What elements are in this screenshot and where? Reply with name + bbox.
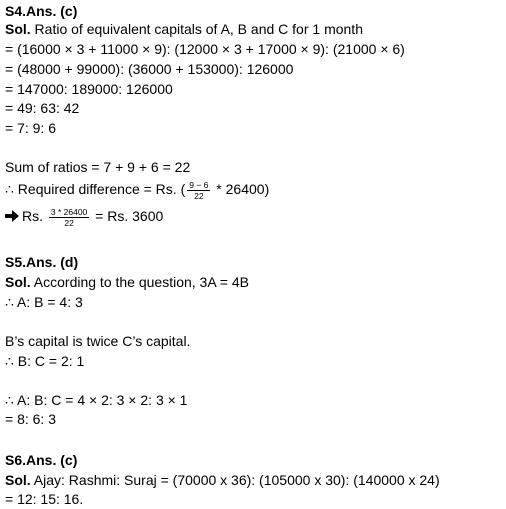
s4-step-2: = (48000 + 99000): (36000 + 153000): 126000 [5,61,294,77]
s5-heading: S5.Ans. (d) [5,254,79,270]
s5-line-2: B’s capital is twice C’s capital. [5,333,191,349]
s4-ans-numerator: 3 * 26400 [50,206,88,217]
s4-step-5: = 7: 9: 6 [5,120,56,136]
s5-line-4: ∴ A: B: C = 4 × 2: 3 × 2: 3 × 1 [5,392,188,408]
s4-ans-denominator: 22 [64,217,74,228]
s4-sum-line: Sum of ratios = 7 + 9 + 6 = 22 [5,159,191,175]
s4-diff-denominator: 22 [194,190,204,201]
s4-diff-numerator: 9 − 6 [189,179,209,190]
s4-answer-line [5,203,163,229]
s4-ans-suffix: = Rs. 3600 [91,208,164,224]
s4-diff-fraction [187,180,210,201]
s6-sol-text: Ajay: Rashmi: Suraj = (70000 x 36): (105000 x 30): (140000 x 24) [30,472,440,488]
s4-diff-prefix: ∴ Required difference = Rs. ( [5,181,186,197]
s4-step-4: = 49: 63: 42 [5,100,80,116]
s4-sol-label: Sol. [5,21,31,37]
s4-diff-suffix: * 26400) [212,181,270,197]
s5-sol-text: According to the question, 3A = 4B [30,274,249,290]
s4-ans-prefix: Rs. [22,208,47,224]
s4-step-1: = (16000 × 3 + 11000 × 9): (12000 × 3 + 17000 × 9): (21000 × 6) [5,41,405,57]
s5-sol-label: Sol. [5,274,31,290]
s5-sol-line [5,273,249,291]
s5-line-1: ∴ A: B = 4: 3 [5,294,83,310]
s4-heading: S4.Ans. (c) [5,3,78,19]
s4-ans-fraction [49,207,89,228]
s4-sol-line [5,20,363,38]
s5-line-3: ∴ B: C = 2: 1 [5,353,85,369]
s6-line-1: = 12: 15: 16. [5,491,84,507]
s6-heading: S6.Ans. (c) [5,452,78,468]
arrow-right-icon [5,210,19,222]
s5-line-5: = 8: 6: 3 [5,411,56,427]
s4-sol-text: Ratio of equivalent capitals of A, B and C for 1 month [30,21,363,37]
s4-difference-line [5,176,269,202]
s4-step-3: = 147000: 189000: 126000 [5,81,173,97]
s6-sol-label: Sol. [5,472,31,488]
s6-sol-line [5,471,440,489]
